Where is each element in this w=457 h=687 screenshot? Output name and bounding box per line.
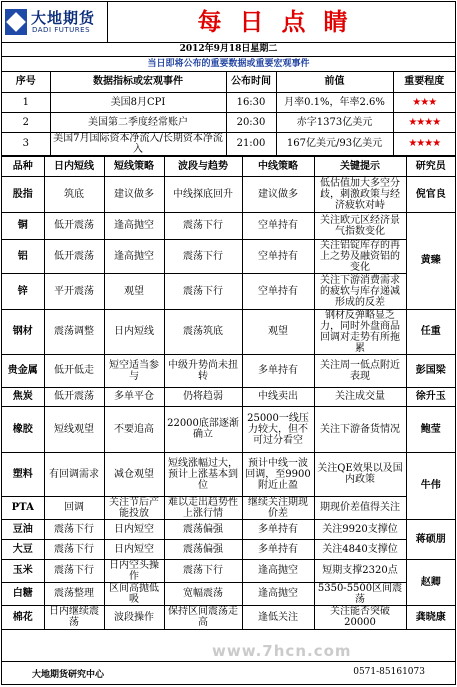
intraday-cell: 有回调需求	[44, 452, 104, 496]
mid-strategy-cell: 逢高抛空	[242, 582, 314, 605]
commodity-name: 铝	[2, 239, 44, 273]
footer-phone: 0571-85161073	[353, 667, 425, 677]
event-row	[2, 92, 455, 112]
commodity-name: 棉花	[2, 605, 44, 629]
mid-strategy-cell: 观望	[242, 309, 314, 354]
commodity-name: 焦炭	[2, 387, 44, 406]
intraday-cell: 筑底	[44, 176, 104, 212]
table-row	[2, 559, 455, 582]
commodity-name: 大豆	[2, 539, 44, 559]
commodity-name: 白糖	[2, 582, 44, 605]
short-strategy-cell: 日内短线	[104, 309, 164, 354]
table-row	[2, 519, 455, 539]
trend-cell: 中级升势尚未扭转	[164, 354, 242, 387]
analyst-name: 任重	[406, 309, 455, 354]
table-row	[2, 582, 455, 605]
analyst-name: 彭国梁	[406, 354, 455, 387]
event-number: 3	[2, 132, 50, 155]
mid-strategy-cell: 空单持有	[242, 273, 314, 309]
intraday-cell: 震荡调整	[44, 309, 104, 354]
key-tip-cell: 5350-5500区间震荡	[314, 582, 406, 605]
key-tip-cell: 短期支撑2320点	[314, 559, 406, 582]
table-row	[2, 605, 455, 629]
analyst-name: 徐升玉	[406, 387, 455, 406]
key-tip-cell: 关注成交量	[314, 387, 406, 406]
strategy-col-header: 研究员	[406, 156, 455, 176]
key-tip-cell: 关注9920支撑位	[314, 519, 406, 539]
analyst-name: 倪官良	[406, 176, 455, 212]
commodity-name: 塑料	[2, 452, 44, 496]
commodity-name: 铜	[2, 212, 44, 239]
commodity-name: 股指	[2, 176, 44, 212]
analyst-name: 牛伟	[406, 452, 455, 519]
intraday-cell: 低开低走	[44, 354, 104, 387]
trend-cell: 震荡下行	[164, 239, 242, 273]
table-row	[2, 539, 455, 559]
key-tip-cell: 钢材反弹略显乏力，同时外盘商品回调对走势有所拖累	[314, 309, 406, 354]
strategy-col-header: 短线策略	[104, 156, 164, 176]
event-row	[2, 112, 455, 132]
events-col-header: 数据指标或宏观事件	[50, 72, 226, 92]
trend-cell: 宽幅震荡	[164, 582, 242, 605]
logo-text-cn: 大地期货	[31, 9, 96, 27]
strategy-col-header: 关键提示	[314, 156, 406, 176]
intraday-cell: 回调	[44, 496, 104, 519]
report-title: 每日点睛	[107, 2, 455, 42]
report-footer	[2, 661, 455, 684]
short-strategy-cell: 波段操作	[104, 605, 164, 629]
intraday-cell: 震荡下行	[44, 539, 104, 559]
trend-cell: 22000底部逐渐确立	[164, 406, 242, 452]
importance-stars-icon: ★★★	[393, 92, 455, 112]
trend-cell: 难以走出趋势性上涨行情	[164, 496, 242, 519]
event-previous: 月率0.1%，年率2.6%	[276, 92, 393, 112]
key-tip-cell: 关注下游消费需求的疲软与库存递减形成的反差	[314, 273, 406, 309]
key-tip-cell: 关注周一低点附近表现	[314, 354, 406, 387]
strategy-col-header: 中线策略	[242, 156, 314, 176]
events-col-header: 重要程度	[393, 72, 455, 92]
analyst-name: 鲍莹	[406, 406, 455, 452]
strategy-col-header: 波段与趋势	[164, 156, 242, 176]
intraday-cell: 短线观望	[44, 406, 104, 452]
event-time: 16:30	[226, 92, 276, 112]
mid-strategy-cell: 多单持有	[242, 539, 314, 559]
mid-strategy-cell: 逢高抛空	[242, 559, 314, 582]
strategy-table	[2, 156, 455, 630]
trend-cell: 震荡下行	[164, 559, 242, 582]
table-row	[2, 273, 455, 309]
table-row	[2, 239, 455, 273]
trend-cell: 震荡偏强	[164, 539, 242, 559]
key-tip-cell: 低估值加大多空分歧，刺激政策与经济疲软对峙	[314, 176, 406, 212]
short-strategy-cell: 关注节后产能投放	[104, 496, 164, 519]
key-tip-cell: 期现价差值得关注	[314, 496, 406, 519]
event-row	[2, 132, 455, 155]
mid-strategy-cell: 空单持有	[242, 239, 314, 273]
logo-mark-icon	[5, 9, 27, 35]
importance-stars-icon: ★★★★	[393, 112, 455, 132]
trend-cell: 仍将趋弱	[164, 387, 242, 406]
commodity-name: 玉米	[2, 559, 44, 582]
short-strategy-cell: 多单平仓	[104, 387, 164, 406]
intraday-cell: 低开震荡	[44, 212, 104, 239]
event-previous: 167亿美元/93亿美元	[276, 132, 393, 155]
commodity-name: 贵金属	[2, 354, 44, 387]
short-strategy-cell: 逢高抛空	[104, 212, 164, 239]
trend-cell: 中线探底回升	[164, 176, 242, 212]
events-col-header: 序号	[2, 72, 50, 92]
trend-cell: 短线涨幅过大，预计上涨基本到位	[164, 452, 242, 496]
event-previous: 赤字1373亿美元	[276, 112, 393, 132]
key-tip-cell: 关注4840支撑位	[314, 539, 406, 559]
analyst-name: 赵卿	[406, 559, 455, 605]
short-strategy-cell: 日内短空	[104, 539, 164, 559]
events-col-header: 前值	[276, 72, 393, 92]
table-row	[2, 387, 455, 406]
mid-strategy-cell: 多单持有	[242, 354, 314, 387]
trend-cell: 保持区间震荡走高	[164, 605, 242, 629]
key-tip-cell: 关注欧元区经济景气指数变化	[314, 212, 406, 239]
short-strategy-cell: 观望	[104, 273, 164, 309]
intraday-cell: 震荡整理	[44, 582, 104, 605]
mid-strategy-cell: 空单持有	[242, 212, 314, 239]
event-name: 美国7月国际资本净流入/长期资本净流入	[50, 132, 226, 155]
strategy-header-row	[2, 156, 455, 176]
short-strategy-cell: 短空适当参与	[104, 354, 164, 387]
logo-text-en: DADI FUTURES	[32, 26, 91, 34]
mid-strategy-cell: 中线卖出	[242, 387, 314, 406]
short-strategy-cell: 逢高抛空	[104, 239, 164, 273]
analyst-name: 黄臻	[406, 212, 455, 309]
event-time: 21:00	[226, 132, 276, 155]
short-strategy-cell: 区间高抛低吸	[104, 582, 164, 605]
table-row	[2, 406, 455, 452]
short-strategy-cell: 日内短空	[104, 519, 164, 539]
short-strategy-cell: 不要追高	[104, 406, 164, 452]
intraday-cell: 震荡下行	[44, 519, 104, 539]
table-row	[2, 452, 455, 496]
trend-cell: 震荡筑底	[164, 309, 242, 354]
table-row	[2, 309, 455, 354]
trend-cell: 震荡偏强	[164, 519, 242, 539]
analyst-name: 龚晓康	[406, 605, 455, 629]
intraday-cell: 日内继续震荡	[44, 605, 104, 629]
commodity-name: 钢材	[2, 309, 44, 354]
event-number: 1	[2, 92, 50, 112]
commodity-name: PTA	[2, 496, 44, 519]
mid-strategy-cell: 多单持有	[242, 519, 314, 539]
intraday-cell: 低开震荡	[44, 239, 104, 273]
report-date: 2012年9月18日星期二	[2, 43, 455, 57]
commodity-name: 橡胶	[2, 406, 44, 452]
table-row	[2, 496, 455, 519]
short-strategy-cell: 建议做多	[104, 176, 164, 212]
intraday-cell: 低开震荡	[44, 387, 104, 406]
mid-strategy-cell: 继续关注期现价差	[242, 496, 314, 519]
events-header-row	[2, 72, 455, 92]
mid-strategy-cell: 预计中线一波回调，至9900附近止盈	[242, 452, 314, 496]
events-table	[2, 72, 455, 156]
event-number: 2	[2, 112, 50, 132]
mid-strategy-cell: 逢低关注	[242, 605, 314, 629]
key-tip-cell: 关注铝锭库存的再上之势及融资铝的变化	[314, 239, 406, 273]
table-row	[2, 354, 455, 387]
event-name: 美国第二季度经常账户	[50, 112, 226, 132]
daily-report	[1, 1, 456, 685]
site-watermark: www.7hcn.com	[212, 642, 352, 660]
events-section-title: 当日即将公布的重要数据或重要宏观事件	[2, 57, 455, 72]
importance-stars-icon: ★★★★	[393, 132, 455, 155]
mid-strategy-cell: 建议做多	[242, 176, 314, 212]
trend-cell: 震荡下行	[164, 273, 242, 309]
table-row	[2, 212, 455, 239]
trend-cell: 震荡下行	[164, 212, 242, 239]
footer-org: 大地期货研究中心	[32, 670, 105, 680]
short-strategy-cell: 日内空头操作	[104, 559, 164, 582]
analyst-name: 蒋硕朋	[406, 519, 455, 559]
intraday-cell: 震荡下行	[44, 559, 104, 582]
intraday-cell: 平开震荡	[44, 273, 104, 309]
report-header	[2, 2, 455, 43]
table-row	[2, 176, 455, 212]
short-strategy-cell: 减仓观望	[104, 452, 164, 496]
commodity-name: 豆油	[2, 519, 44, 539]
events-col-header: 公布时间	[226, 72, 276, 92]
company-logo	[5, 5, 105, 39]
mid-strategy-cell: 25000一线压力较大，但不可过分看空	[242, 406, 314, 452]
event-time: 20:30	[226, 112, 276, 132]
key-tip-cell: 关注下游备货情况	[314, 406, 406, 452]
key-tip-cell: 关注能否突破20000	[314, 605, 406, 629]
key-tip-cell: 关注QE效果以及国内政策	[314, 452, 406, 496]
strategy-col-header: 日内短线	[44, 156, 104, 176]
event-name: 美国8月CPI	[50, 92, 226, 112]
strategy-col-header: 品种	[2, 156, 44, 176]
commodity-name: 锌	[2, 273, 44, 309]
